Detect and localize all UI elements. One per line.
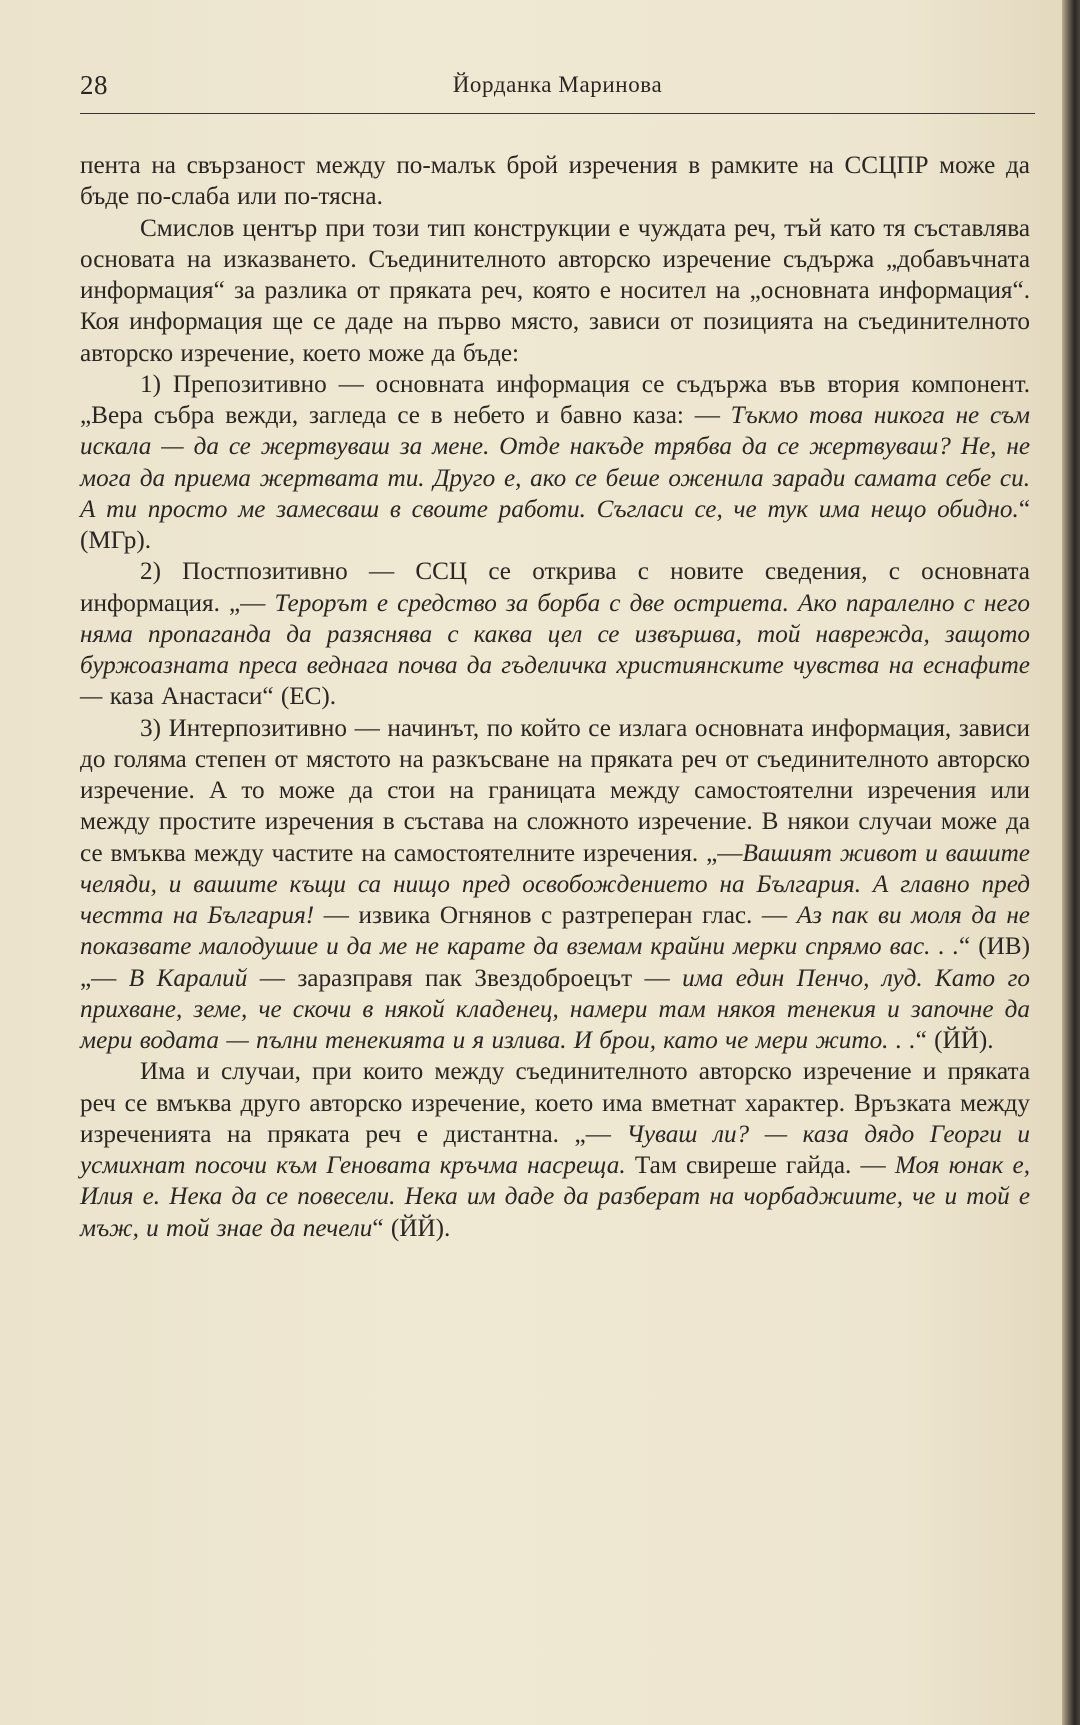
body-text bbox=[80, 150, 1030, 1244]
quoted-speech: има един Пенчо, луд. Като го прихване, земе, че скочи в някой кладенец, намери там някоя тенекия и започне да мери водата — пълни тенекията и я излива. И брои, като че мери жито. . . bbox=[80, 964, 1030, 1054]
quoted-speech: Терорът е средство за борба с две остриета. Ако паралелно с него няма пропаганда да разяснява с каква цел се извършва, той навреждa, защото буржоазната преса веднага почва да гъделичка християнските чувства на еснафите — bbox=[80, 589, 1030, 711]
page-number: 28 bbox=[80, 70, 108, 100]
text-run: 2) Постпозитивно — ССЦ се открива с новите сведения, с основната информация. „— bbox=[80, 558, 1030, 617]
text-run: каза Анастаси“ (ЕС). bbox=[102, 683, 337, 711]
paragraph bbox=[80, 713, 1030, 1057]
quoted-speech: Аз пак ви моля да не показвате малодушие и да ме не карате да вземам крайни мерки спрямо вас. . . bbox=[80, 902, 1030, 961]
text-run: “ (ИВ) „— bbox=[80, 933, 1030, 992]
quoted-speech: Вашият живот и вашите челяди, и вашите къщи са нищо пред освобождението на България. А главно пред честта на България! bbox=[80, 839, 1030, 929]
quoted-speech: Моя юнак е, Илия е. Нека да се повесели. Нека им даде да разберат на чорбаджиите, че и той е мъж, и той знае да печели bbox=[80, 1152, 1031, 1242]
page-header bbox=[80, 70, 1035, 110]
text-run: пента на свързаност между по-малък брой изречения в рамките на ССЦПР може да бъде по-слаба или по-тясна. bbox=[80, 152, 1030, 211]
text-run: “ (МГр). bbox=[80, 495, 1030, 554]
quoted-speech: Тъкмо това никога не съм искала — да се жертвуваш за мене. Отде накъде трябва да се жертвуваш? Не, не мога да приема жертвата ти. Друго е, ако се беше оженила заради самата себе си. А ти просто ме замесваш в своите работи. Съгласи се, че тук има нещо обидно. bbox=[80, 402, 1031, 523]
paragraph bbox=[80, 369, 1030, 557]
running-head: Йорданка Маринова bbox=[452, 72, 663, 97]
text-run: — извика Огнянов с разтреперан глас. — bbox=[314, 902, 797, 929]
paragraph bbox=[80, 1056, 1030, 1244]
paragraph bbox=[80, 213, 1030, 369]
header-rule bbox=[80, 113, 1035, 114]
paragraph bbox=[80, 150, 1030, 213]
quoted-speech: Чуваш ли? — каза дядо Георги и усмихнат посочи към Геновата кръчма насреща. bbox=[80, 1120, 1030, 1179]
text-run: 3) Интерпозитивно — начинът, по който се излага основната информация, зависи до голяма степен от мястото на разкъсване на пряката реч от съединителното авторско изречение. А то може да стои на границата между самостоятелни изречения или между простите изречения в състава на сложното изречение. В някои случаи може да се вмъква между частите на самостоятелните изречения. „— bbox=[80, 714, 1030, 867]
quoted-speech: В Каралий bbox=[128, 964, 248, 992]
text-run: Смислов център при този тип конструкции е чуждата реч, тъй като тя съставлява основата на изказването. Съединителното авторско изречение съдържа „добавъчната информация“ за разлика от пряката реч, която е носител на „основната информация“. Коя информация ще се даде на първо място, зависи от позицията на съединителното авторско изречение, което може да бъде: bbox=[80, 214, 1030, 367]
text-run: “ (ЙЙ). bbox=[915, 1027, 994, 1054]
text-run: “ (ЙЙ). bbox=[372, 1214, 451, 1242]
text-run: Там свиреше гайда. — bbox=[625, 1152, 895, 1179]
text-run: Има и случаи, при които между съединителното авторско изречение и пряката реч се вмъква друго авторско изречение, което има вметнат характер. Връзката между изреченията на пряката реч е дистантна. „— bbox=[80, 1058, 1030, 1148]
paragraph bbox=[80, 556, 1030, 712]
text-run: — заразправя пак Звездоброецът — bbox=[247, 964, 683, 992]
book-spine bbox=[1062, 0, 1080, 1725]
text-run: 1) Препозитивно — основната информация се съдържа във втория компонент. „Вера събра вежди, загледа се в небето и бавно каза: — bbox=[80, 370, 1030, 429]
